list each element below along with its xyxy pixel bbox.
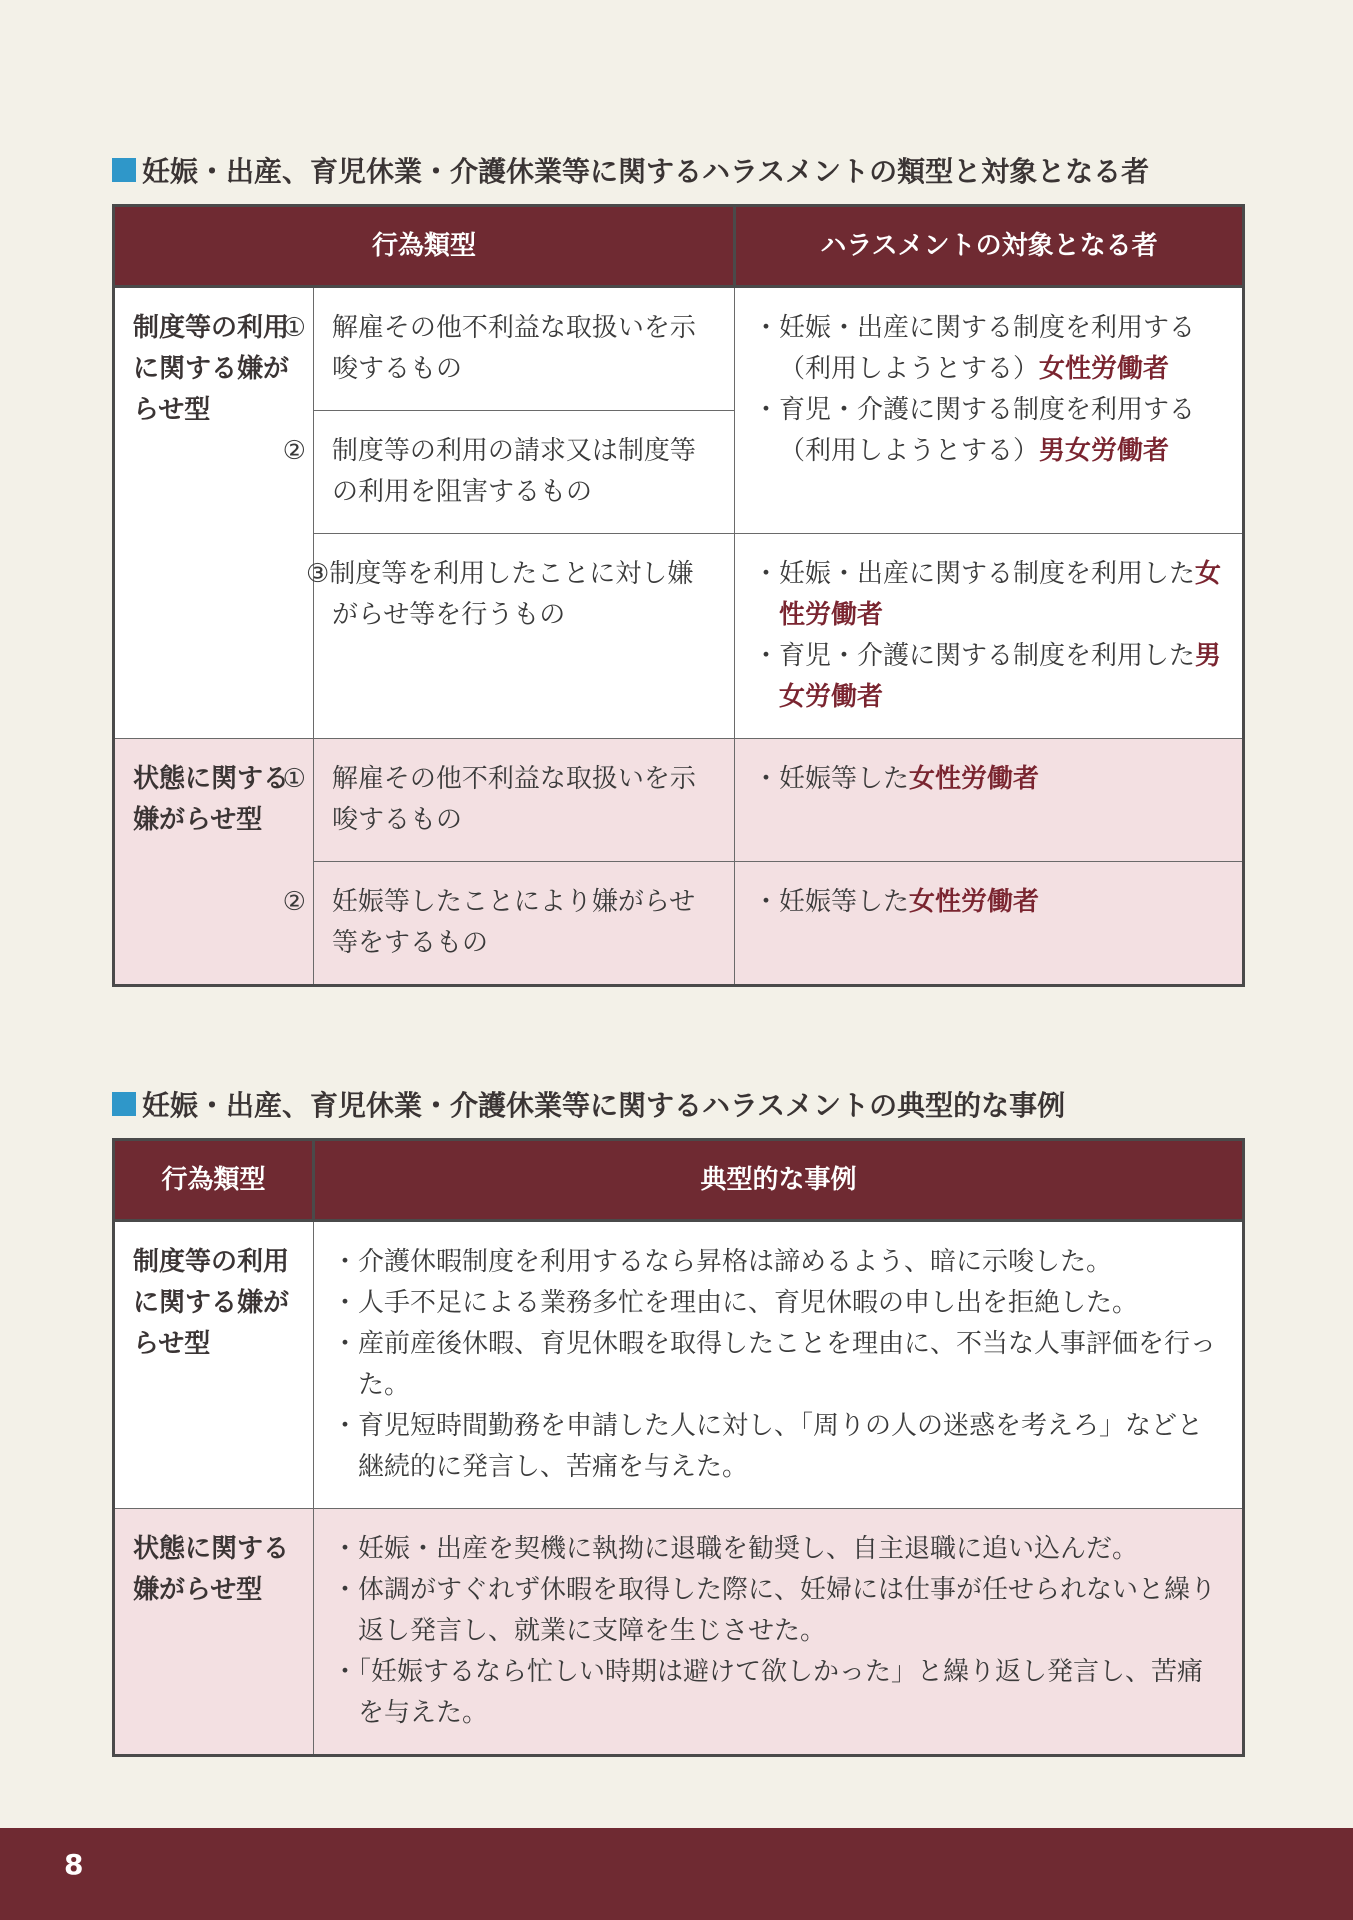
table-row [114, 1509, 1244, 1756]
emphasis-text: 女性労働者 [1039, 354, 1170, 384]
list-item: ・人手不足による業務多忙を理由に、育児休暇の申し出を拒絶した。 [332, 1288, 1139, 1318]
category-system-use: 制度等の利用に関する嫌がらせ型 [114, 287, 314, 739]
target-cell: ・妊娠等した女性労働者 [735, 739, 1244, 862]
section2-title-text: 妊娠・出産、育児休業・介護休業等に関するハラスメントの典型的な事例 [142, 1089, 1066, 1122]
table-header-row [114, 1140, 1244, 1221]
harassment-type-table [112, 204, 1245, 987]
header-act-type: 行為類型 [114, 1140, 314, 1221]
list-item: ・体調がすぐれず休暇を取得した際に、妊婦には仕事が任せられないと繰り返し発言し、就業に支障を生じさせた。 [332, 1575, 1217, 1646]
emphasis-text: 女性労働者 [909, 887, 1040, 917]
section1-title [112, 150, 1149, 190]
table-row [114, 287, 1244, 411]
list-item: ・介護休暇制度を利用するなら昇格は諦めるよう、暗に示唆した。 [332, 1247, 1113, 1277]
target-line: ・妊娠・出産に関する制度を利用した女性労働者 [753, 559, 1222, 630]
emphasis-text: 男女労働者 [1039, 436, 1170, 466]
square-bullet-icon [112, 1092, 136, 1116]
target-line: ・育児・介護に関する制度を利用する（利用しようとする）男女労働者 [753, 395, 1196, 466]
section1-title-text: 妊娠・出産、育児休業・介護休業等に関するハラスメントの類型と対象となる者 [142, 155, 1150, 188]
category-condition: 状態に関する嫌がらせ型 [114, 739, 314, 986]
act-cell: ② 妊娠等したことにより嫌がらせ等をするもの [314, 862, 735, 986]
section2-title [112, 1084, 1065, 1124]
harassment-examples-table [112, 1138, 1245, 1757]
square-bullet-icon [112, 158, 136, 182]
category-condition: 状態に関する嫌がらせ型 [114, 1509, 314, 1756]
page-footer [0, 1828, 1353, 1920]
target-cell [735, 534, 1244, 739]
target-cell: ・妊娠等した女性労働者 [735, 862, 1244, 986]
table-row [114, 1221, 1244, 1509]
list-item: ・育児短時間勤務を申請した人に対し、「周りの人の迷惑を考えろ」などと継続的に発言し、苦痛を与えた。 [332, 1411, 1204, 1482]
category-system-use: 制度等の利用に関する嫌がらせ型 [114, 1221, 314, 1509]
emphasis-text: 女性労働者 [779, 559, 1222, 630]
act-cell: ③制度等を利用したことに対し嫌がらせ等を行うもの [314, 534, 735, 739]
list-item: ・妊娠・出産を契機に執拗に退職を勧奨し、自主退職に追い込んだ。 [332, 1534, 1139, 1564]
act-cell: ② 制度等の利用の請求又は制度等の利用を阻害するもの [314, 411, 735, 534]
table-header-row [114, 206, 1244, 287]
page-number: 8 [64, 1848, 84, 1881]
list-item: ・産前産後休暇、育児休暇を取得したことを理由に、不当な人事評価を行った。 [332, 1329, 1217, 1400]
target-line: ・育児・介護に関する制度を利用した男女労働者 [753, 641, 1222, 712]
examples-cell [314, 1221, 1244, 1509]
header-target: ハラスメントの対象となる者 [735, 206, 1244, 287]
emphasis-text: 女性労働者 [909, 764, 1040, 794]
header-examples: 典型的な事例 [314, 1140, 1244, 1221]
table-row [114, 739, 1244, 862]
target-cell [735, 287, 1244, 534]
act-cell: ① 解雇その他不利益な取扱いを示唆するもの [314, 287, 735, 411]
header-act-type: 行為類型 [114, 206, 735, 287]
target-line: ・妊娠・出産に関する制度を利用する（利用しようとする）女性労働者 [753, 313, 1196, 384]
act-cell: ① 解雇その他不利益な取扱いを示唆するもの [314, 739, 735, 862]
examples-cell [314, 1509, 1244, 1756]
emphasis-text: 男女労働者 [779, 641, 1222, 712]
list-item: ・「妊娠するなら忙しい時期は避けて欲しかった」と繰り返し発言し、苦痛を与えた。 [332, 1657, 1204, 1728]
